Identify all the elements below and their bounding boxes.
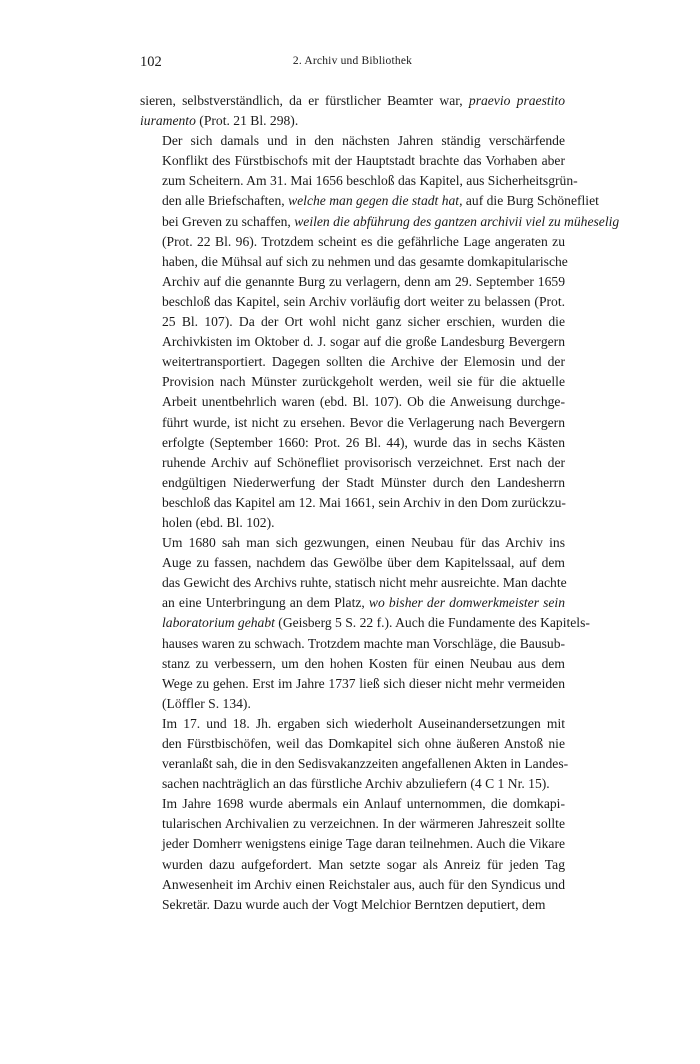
- text-line: [140, 292, 565, 312]
- text-run: den Fürstbischöfen, weil das Domkapitel sich ohne äußeren Anstoß nie: [162, 736, 565, 751]
- text-run: sieren, selbstverständlich, da er fürstlicher Beamter war,: [140, 93, 469, 108]
- text-run: Im 17. und 18. Jh. ergaben sich wiederholt Auseinandersetzungen mit: [162, 715, 565, 731]
- text-line: [140, 674, 565, 694]
- quoted-source-text: laboratorium gehabt: [162, 615, 275, 631]
- text-run: erfolgte (September 1660: Prot. 26 Bl. 44), wurde das in sechs Kästen: [162, 434, 565, 450]
- text-run: Archiv auf die genannte Burg zu verlagern, denn am 29. September 1659: [162, 273, 565, 289]
- text-line: [140, 694, 565, 714]
- text-line: [140, 513, 565, 533]
- text-line: [140, 714, 565, 734]
- text-run: jeder Domherr wenigstens einige Tage daran teilnehmen. Auch die Vikare: [162, 836, 565, 852]
- text-line: [140, 774, 565, 794]
- text-line: [140, 473, 565, 493]
- text-run: wurden dazu aufgefordert. Man setzte sogar als Anreiz für jeden Tag: [162, 856, 565, 872]
- text-run: das Gewicht des Archivs ruhte, statisch nicht mehr ausreichte. Man dachte: [162, 575, 567, 591]
- text-line: [140, 171, 578, 191]
- paragraph: [140, 714, 569, 794]
- text-line: [140, 272, 565, 292]
- text-run: Im Jahre 1698 wurde abermals ein Anlauf unternommen, die domkapi-: [162, 796, 565, 812]
- text-run: Der sich damals und in den nächsten Jahren ständig verschärfende: [162, 133, 565, 149]
- text-run: hauses waren zu schwach. Trotzdem machte man Vorschläge, die Bausub-: [162, 635, 566, 651]
- text-run: an eine Unterbringung an dem Platz,: [162, 595, 369, 611]
- text-line: [140, 392, 565, 412]
- text-run: Konflikt des Fürstbischofs mit der Hauptstadt brachte das Vorhaben aber: [162, 153, 565, 169]
- paragraph: [140, 533, 590, 714]
- text-run: (Löffler S. 134).: [162, 695, 251, 711]
- text-run: Anwesenheit im Archiv einen Reichstaler aus, auch für den Syndicus und: [162, 876, 565, 892]
- text-run: beschloß das Kapitel, sein Archiv vorläufig dort weiter zu belassen (Prot.: [162, 293, 565, 309]
- text-line: [140, 855, 565, 875]
- text-run: Sekretär. Dazu wurde auch der Vogt Melchior Berntzen deputiert, dem: [162, 896, 546, 912]
- text-line: [140, 453, 565, 473]
- text-line: [140, 191, 599, 211]
- quoted-source-text: weilen die abführung des gantzen archivii viel zu müheselig: [294, 213, 620, 229]
- text-line: [140, 814, 565, 834]
- paragraph: [140, 91, 565, 131]
- paragraph: [140, 794, 565, 915]
- body-text: [140, 91, 620, 915]
- text-line: [140, 553, 565, 573]
- text-run: holen (ebd. Bl. 102).: [162, 514, 275, 530]
- text-line: [140, 875, 565, 895]
- text-line: [140, 212, 620, 232]
- text-line: [140, 232, 565, 252]
- quoted-source-text: iuramento: [140, 113, 196, 129]
- text-run: (Prot. 21 Bl. 298).: [195, 113, 299, 129]
- text-run: zum Scheitern. Am 31. Mai 1656 beschloß das Kapitel, aus Sicherheitsgrün-: [162, 173, 578, 189]
- text-run: tularischen Archivalien zu verzeichnen. In der wärmeren Jahreszeit sollte: [162, 816, 565, 832]
- text-line: [140, 111, 565, 131]
- text-run: (Geisberg 5 S. 22 f.). Auch die Fundamente des Kapitels-: [274, 615, 590, 631]
- text-run: haben, die Mühsal auf sich zu nehmen und das gesamte domkapitularische: [162, 253, 568, 269]
- text-line: [140, 252, 568, 272]
- page-header: [140, 54, 565, 74]
- text-run: auf die Burg Schönefliet: [462, 193, 599, 209]
- text-run: bei Greven zu schaffen,: [162, 213, 295, 229]
- text-run: 25 Bl. 107). Da der Ort wohl nicht ganz sicher erschien, wurden die: [162, 314, 565, 330]
- text-run: den alle Briefschaften,: [162, 193, 289, 209]
- text-line: [140, 131, 565, 151]
- text-line: [140, 91, 565, 111]
- text-run: endgültigen Niederwerfung der Stadt Münster durch den Landesherrn: [162, 474, 565, 490]
- page-number: 102: [140, 54, 162, 70]
- quoted-source-text: praevio praestito: [468, 93, 565, 108]
- text-run: beschloß das Kapitel am 12. Mai 1661, sein Archiv in den Dom zurückzu-: [162, 494, 566, 510]
- text-run: Archivkisten im Oktober d. J. sogar auf die große Landesburg Bevergern: [162, 334, 565, 350]
- text-run: stanz zu verbessern, um den hohen Kosten für einen Neubau aus dem: [162, 655, 565, 671]
- text-line: [140, 533, 565, 553]
- text-run: Provision nach Münster zurückgeholt werden, weil sie für die aktuelle: [162, 374, 565, 390]
- text-run: (Prot. 22 Bl. 96). Trotzdem scheint es die gefährliche Lage angeraten zu: [162, 233, 565, 249]
- text-run: Wege zu gehen. Erst im Jahre 1737 ließ sich dieser nicht mehr vermeiden: [162, 675, 565, 691]
- text-run: veranlaßt sah, die in den Sedisvakanzzeiten angefallenen Akten in Landes-: [162, 756, 569, 772]
- text-line: [140, 151, 565, 171]
- text-line: [140, 372, 565, 392]
- text-run: Um 1680 sah man sich gezwungen, einen Neubau für das Archiv ins: [162, 535, 565, 551]
- paragraph: [140, 131, 620, 533]
- text-line: [140, 895, 565, 915]
- text-run: weitertransportiert. Dagegen sollten die Archive der Elemosin und der: [162, 354, 565, 370]
- text-line: [140, 654, 565, 674]
- text-run: führt wurde, ist nicht zu ersehen. Bevor die Verlagerung nach Bevergern: [162, 414, 565, 430]
- text-line: [140, 794, 565, 814]
- running-head: 2. Archiv und Bibliothek: [292, 55, 413, 67]
- text-run: Arbeit unentbehrlich waren (ebd. Bl. 107). Ob die Anweisung durchge-: [162, 394, 565, 410]
- text-line: [140, 312, 565, 332]
- text-run: sachen nachträglich an das fürstliche Archiv abzuliefern (4 C 1 Nr. 15).: [162, 776, 550, 792]
- quoted-source-text: wo bisher der domwerkmeister sein: [368, 595, 565, 611]
- text-line: [140, 834, 565, 854]
- text-line: [140, 754, 569, 774]
- text-line: [140, 352, 565, 372]
- text-line: [140, 734, 565, 754]
- text-line: [140, 433, 565, 453]
- text-line: [140, 613, 590, 633]
- text-run: Auge zu fassen, nachdem das Gewölbe über dem Kapitelssaal, auf dem: [162, 555, 565, 571]
- text-line: [140, 573, 565, 593]
- quoted-source-text: welche man gegen die stadt hat,: [288, 193, 463, 209]
- text-line: [140, 593, 565, 613]
- text-run: ruhende Archiv auf Schönefliet provisorisch verzeichnet. Erst nach der: [162, 454, 565, 470]
- text-line: [140, 634, 565, 654]
- text-line: [140, 332, 565, 352]
- text-line: [140, 493, 565, 513]
- text-line: [140, 413, 565, 433]
